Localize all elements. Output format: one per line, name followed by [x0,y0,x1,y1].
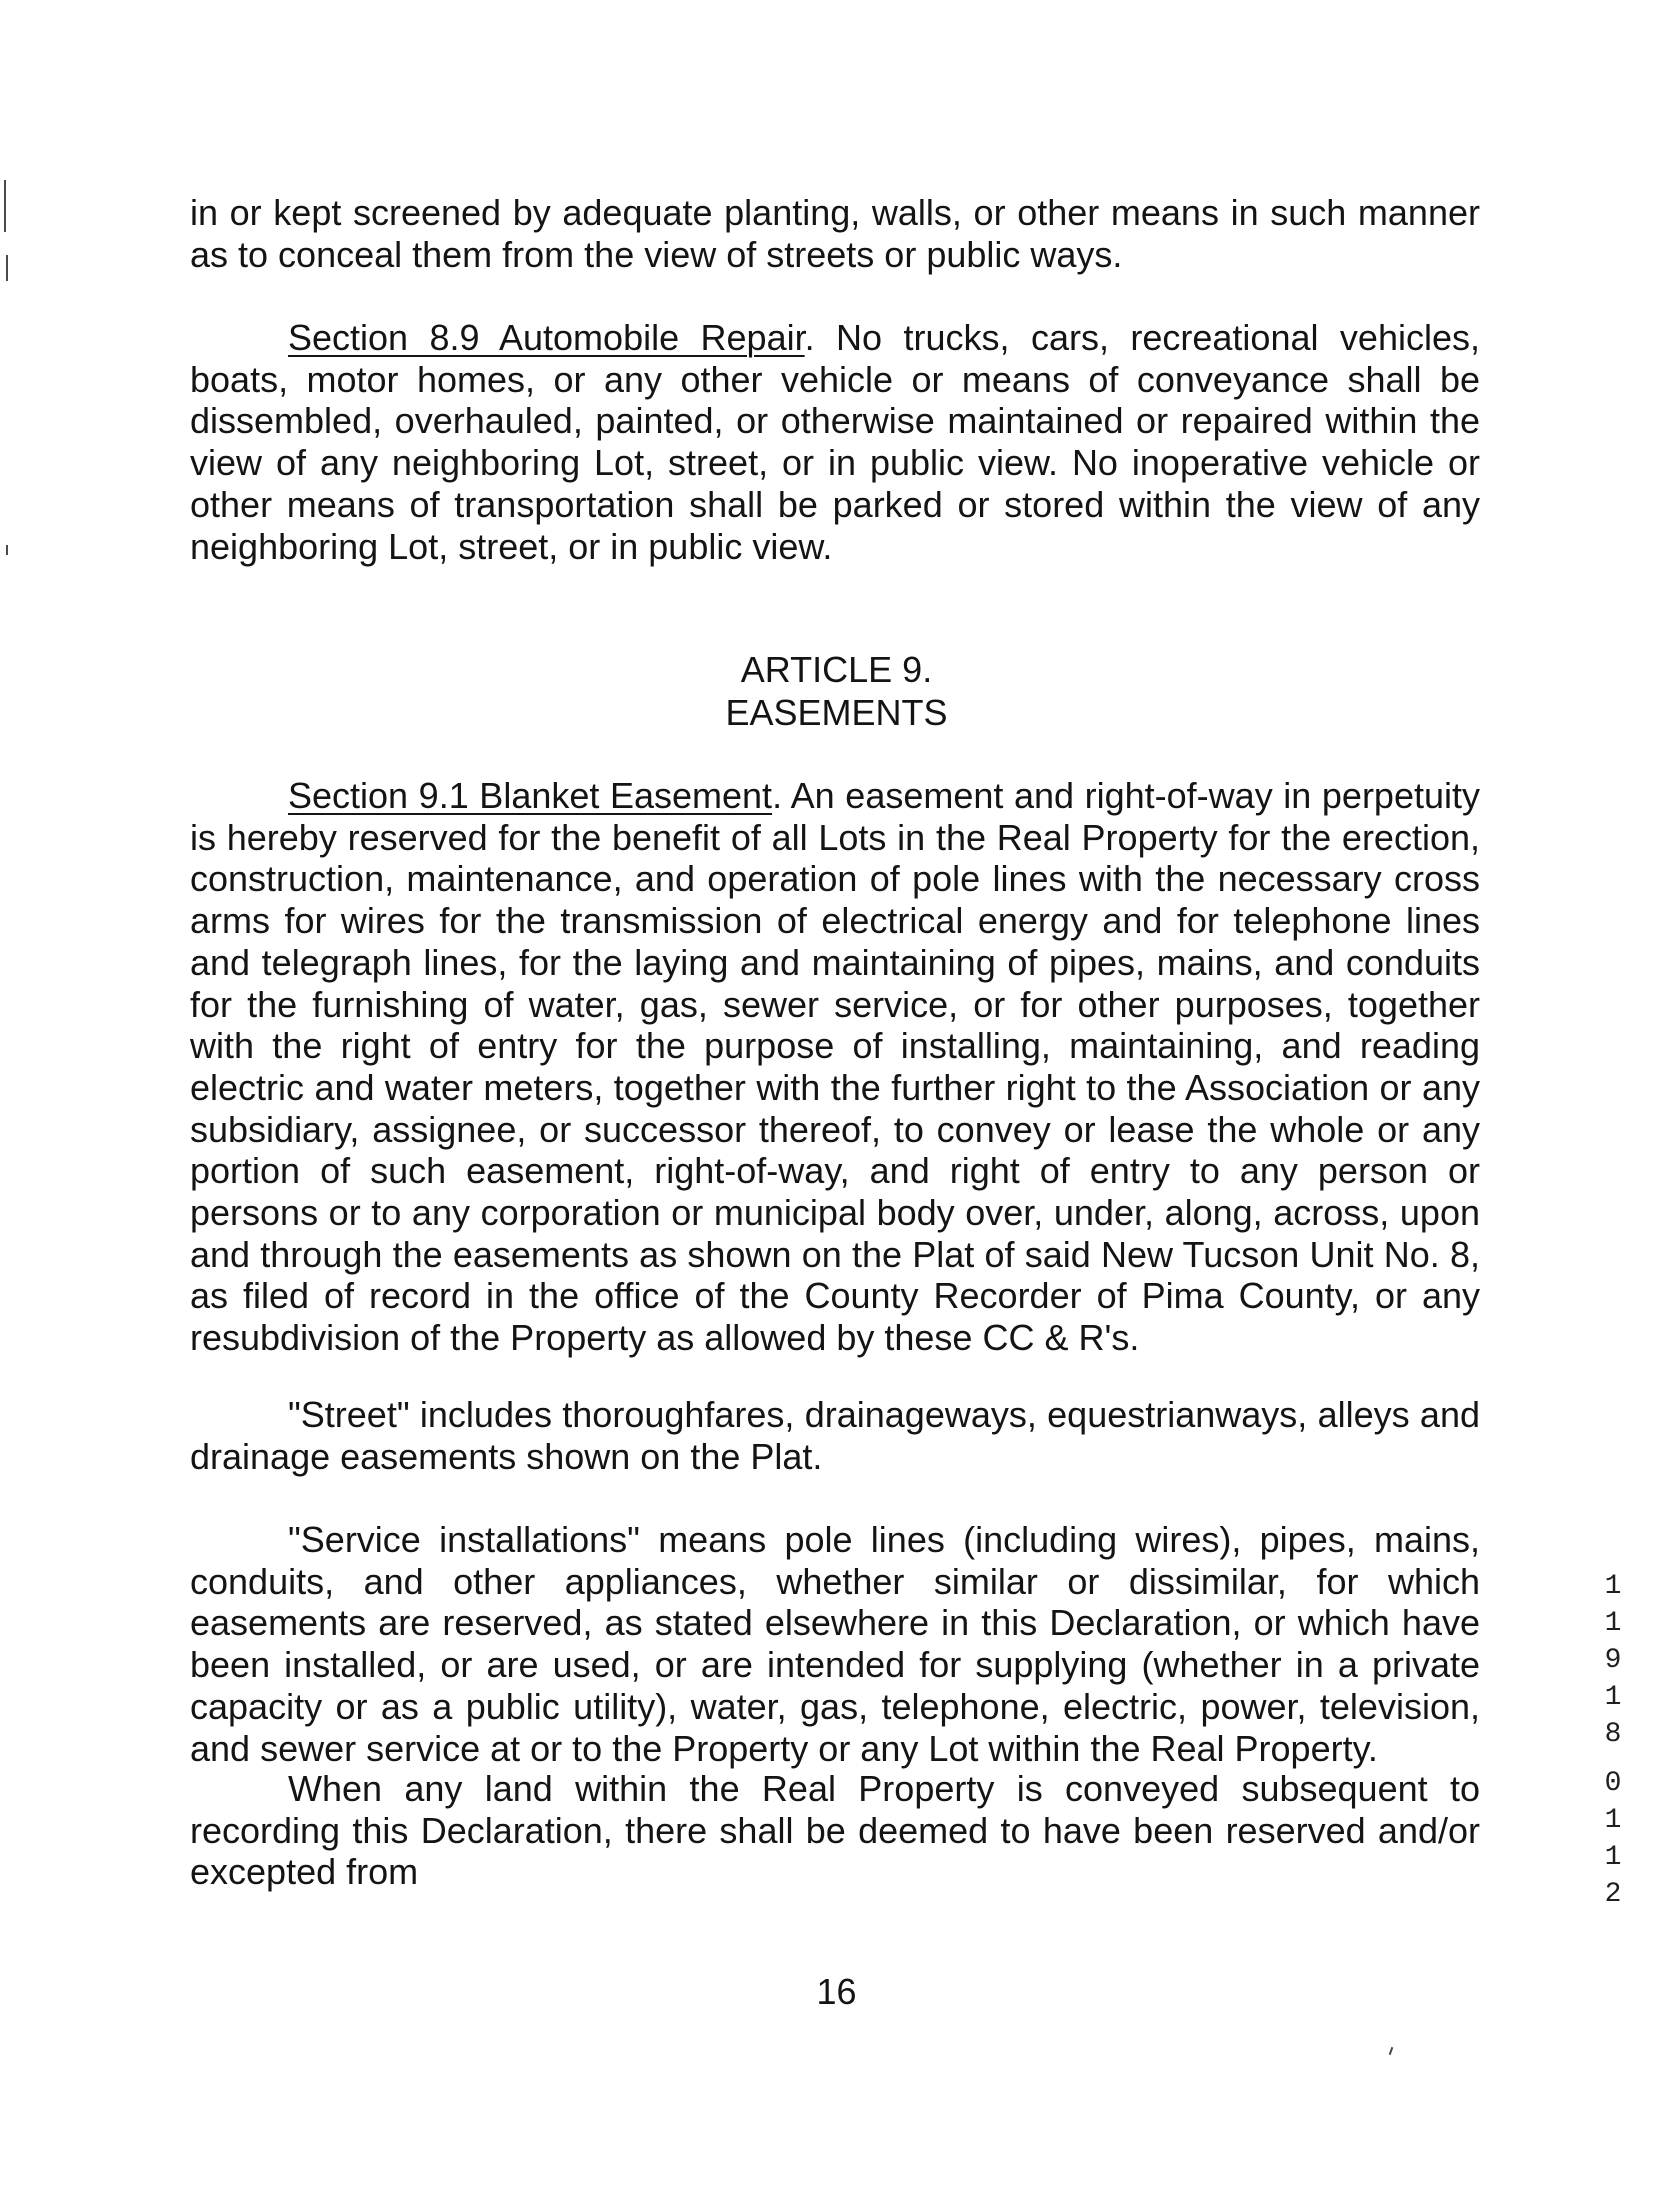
paragraph-service-installations: "Service installations" means pole lines (including wires), pipes, mains, conduits, and other appliances, whether similar or dissimilar, for which easements are reserved, as stated elsewhere in this Declaration, or which have been installed, or are used, or are intended for supplying (whether in a private capacity or as a public utility), water, gas, telephone, electric, power, television, and sewer service at or to the Property or any Lot within the Real Property. [190,1519,1480,1769]
stamp-gap [1600,1753,1626,1765]
stamp-char: 1 [1604,1571,1622,1602]
section-9-1-body: . An easement and right-of-way in perpetuity is hereby reserved for the benefit of all Lots in the Real Property for the erection, construction, maintenance, and operation of pole lines with the necessary cross arms for wires for the transmission of electrical energy and for telephone lines and telegraph lines, for the laying and maintaining of pipes, mains, and conduits for the furnishing of water, gas, sewer service, or for other purposes, together with the right of entry for the purpose of installing, maintaining, and reading electric and water meters, together with the further right to the Association or any subsidiary, assignee, or successor thereof, to convey or lease the whole or any portion of such easement, right-of-way, and right of entry to any person or persons or to any corporation or municipal body over, under, along, across, upon and through the easements as shown on the Plat of said New Tucson Unit No. 8, as filed of record in the office of the County Recorder of Pima County, or any resubdivision of the Property as allowed by these CC & R's. [190,775,1480,1359]
page-number: 16 [816,1971,857,2012]
stamp-char: 0 [1604,1768,1622,1799]
paragraph-street-definition: "Street" includes thoroughfares, drainageways, equestrianways, alleys and drainage easements shown on the Plat. [190,1394,1480,1477]
section-9-1-paragraph [190,775,1480,1359]
stamp-char: 1 [1604,1842,1622,1873]
stamp-char: 1 [1604,1805,1622,1836]
paragraph-intro: in or kept screened by adequate planting, walls, or other means in such manner as to conceal them from the view of streets or public ways. [190,192,1480,275]
scan-mark-bottom [1389,2047,1394,2055]
stamp-char: 1 [1604,1682,1622,1713]
stamp-char: 1 [1604,1608,1622,1639]
scan-mark-left [4,180,6,232]
scan-mark-left-small [6,255,8,281]
article-number: ARTICLE 9. [740,649,933,690]
section-8-9-paragraph [190,317,1480,567]
stamp-char: 9 [1604,1645,1622,1676]
stamp-char: 2 [1604,1879,1622,1910]
section-8-9-body: . No trucks, cars, recreational vehicles, boats, motor homes, or any other vehicle or means of conveyance shall be dissembled, overhauled, painted, or otherwise maintained or repaired within the view of any neighboring Lot, street, or in public view. No inoperative vehicle or other means of transportation shall be parked or stored within the view of any neighboring Lot, street, or in public view. [190,317,1480,567]
recording-stamp-number [1600,1568,1626,1913]
section-8-9-heading: Section 8.9 Automobile Repair [288,317,805,358]
article-title: EASEMENTS [725,692,948,733]
stamp-char: 8 [1604,1719,1622,1750]
section-9-1-heading: Section 9.1 Blanket Easement [288,775,773,816]
scan-mark-left-dot [6,545,8,555]
paragraph-land-conveyed: When any land within the Real Property is conveyed subsequent to recording this Declaration, there shall be deemed to have been reserved and/or excepted from [190,1768,1480,1893]
